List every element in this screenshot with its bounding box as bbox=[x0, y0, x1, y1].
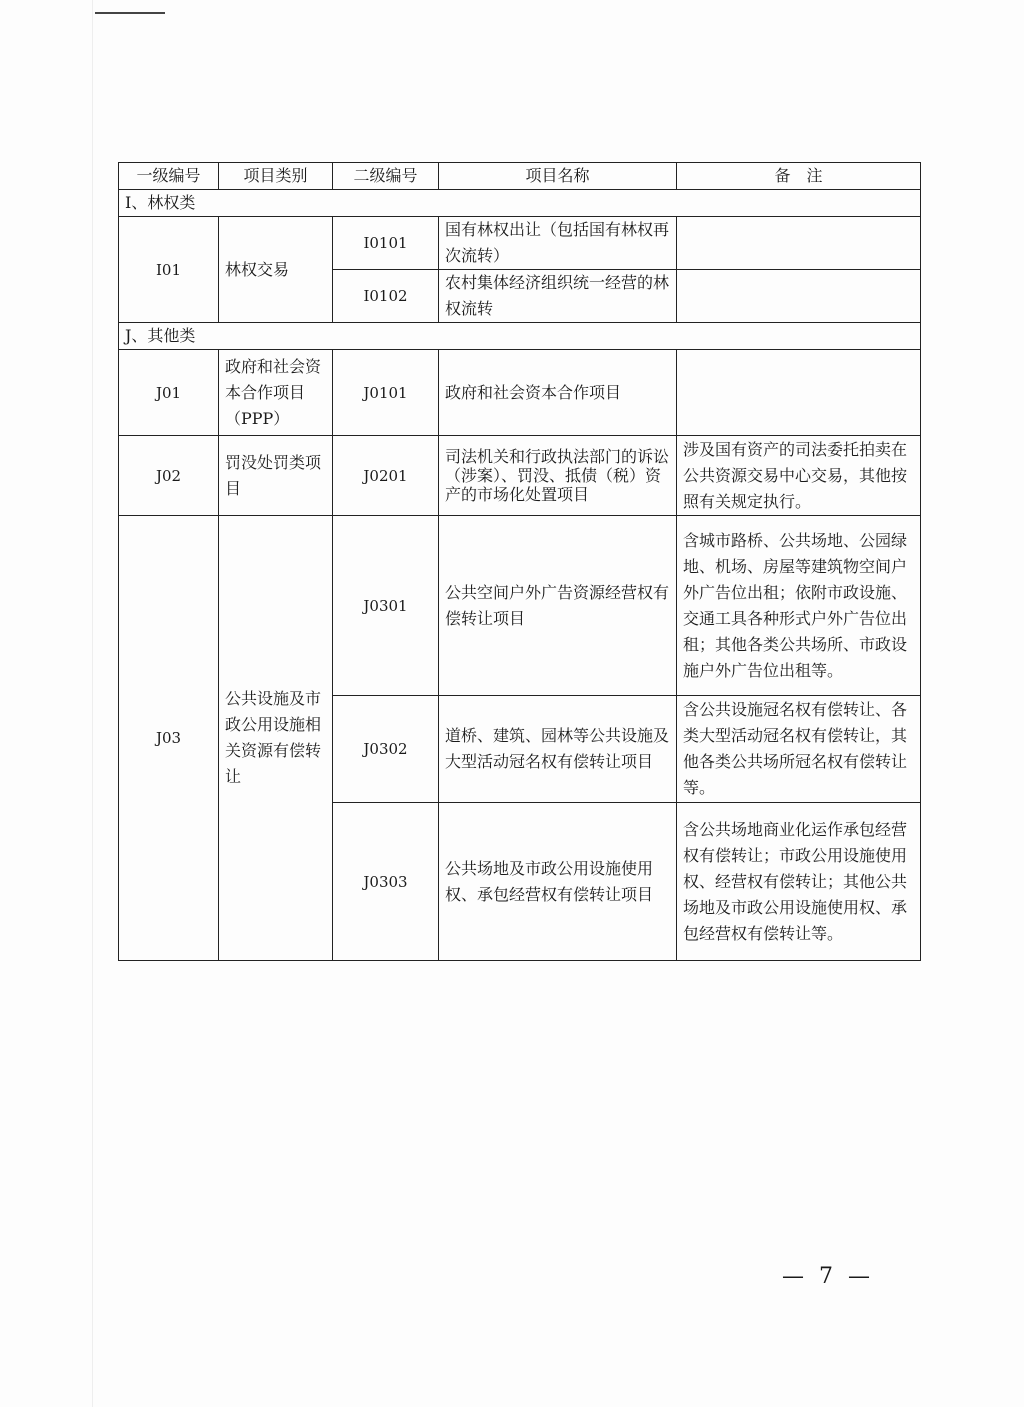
scan-edge-line bbox=[92, 0, 93, 1407]
project-name: 公共空间户外广告资源经营权有偿转让项目 bbox=[439, 516, 677, 696]
remark bbox=[677, 217, 921, 270]
section-row-other bbox=[119, 323, 921, 350]
remark bbox=[677, 270, 921, 323]
section-row-forest bbox=[119, 190, 921, 217]
level1-code: J02 bbox=[119, 436, 219, 516]
table-row bbox=[119, 516, 921, 696]
level2-code: I0101 bbox=[333, 217, 439, 270]
project-name: 农村集体经济组织统一经营的林权流转 bbox=[439, 270, 677, 323]
level2-code: J0101 bbox=[333, 350, 439, 436]
category: 罚没处罚类项目 bbox=[219, 436, 333, 516]
level2-code: J0201 bbox=[333, 436, 439, 516]
remark: 含公共场地商业化运作承包经营权有偿转让；市政公用设施使用权、经营权有偿转让；其他公共场地及市政公用设施使用权、承包经营权有偿转让等。 bbox=[677, 803, 921, 961]
table-row bbox=[119, 217, 921, 270]
page-number: — 7 — bbox=[782, 1264, 874, 1289]
section-title-forest: I、林权类 bbox=[119, 190, 921, 217]
project-name: 道桥、建筑、园林等公共设施及大型活动冠名权有偿转让项目 bbox=[439, 696, 677, 803]
scan-mark bbox=[95, 12, 165, 14]
remark: 含公共设施冠名权有偿转让、各类大型活动冠名权有偿转让，其他各类公共场所冠名权有偿转让等。 bbox=[677, 696, 921, 803]
level1-code: J01 bbox=[119, 350, 219, 436]
remark: 含城市路桥、公共场地、公园绿地、机场、房屋等建筑物空间户外广告位出租；依附市政设施、交通工具各种形式户外广告位出租；其他各类公共场所、市政设施户外广告位出租等。 bbox=[677, 516, 921, 696]
category: 林权交易 bbox=[219, 217, 333, 323]
project-name: 政府和社会资本合作项目 bbox=[439, 350, 677, 436]
header-level2-code: 二级编号 bbox=[333, 163, 439, 190]
header-category: 项目类别 bbox=[219, 163, 333, 190]
level2-code: J0303 bbox=[333, 803, 439, 961]
remark: 涉及国有资产的司法委托拍卖在公共资源交易中心交易，其他按照有关规定执行。 bbox=[677, 436, 921, 516]
category: 政府和社会资本合作项目（PPP） bbox=[219, 350, 333, 436]
table-row bbox=[119, 436, 921, 516]
project-name: 公共场地及市政公用设施使用权、承包经营权有偿转让项目 bbox=[439, 803, 677, 961]
project-name: 司法机关和行政执法部门的诉讼（涉案）、罚没、抵债（税）资产的市场化处置项目 bbox=[439, 436, 677, 516]
header-project-name: 项目名称 bbox=[439, 163, 677, 190]
level2-code: I0102 bbox=[333, 270, 439, 323]
header-remark: 备 注 bbox=[677, 163, 921, 190]
section-title-other: J、其他类 bbox=[119, 323, 921, 350]
category: 公共设施及市政公用设施相关资源有偿转让 bbox=[219, 516, 333, 961]
header-level1-code: 一级编号 bbox=[119, 163, 219, 190]
table-header-row bbox=[119, 163, 921, 190]
level1-code: I01 bbox=[119, 217, 219, 323]
table-row bbox=[119, 350, 921, 436]
remark bbox=[677, 350, 921, 436]
project-catalog-table bbox=[118, 162, 921, 961]
project-name: 国有林权出让（包括国有林权再次流转） bbox=[439, 217, 677, 270]
level1-code: J03 bbox=[119, 516, 219, 961]
level2-code: J0301 bbox=[333, 516, 439, 696]
level2-code: J0302 bbox=[333, 696, 439, 803]
